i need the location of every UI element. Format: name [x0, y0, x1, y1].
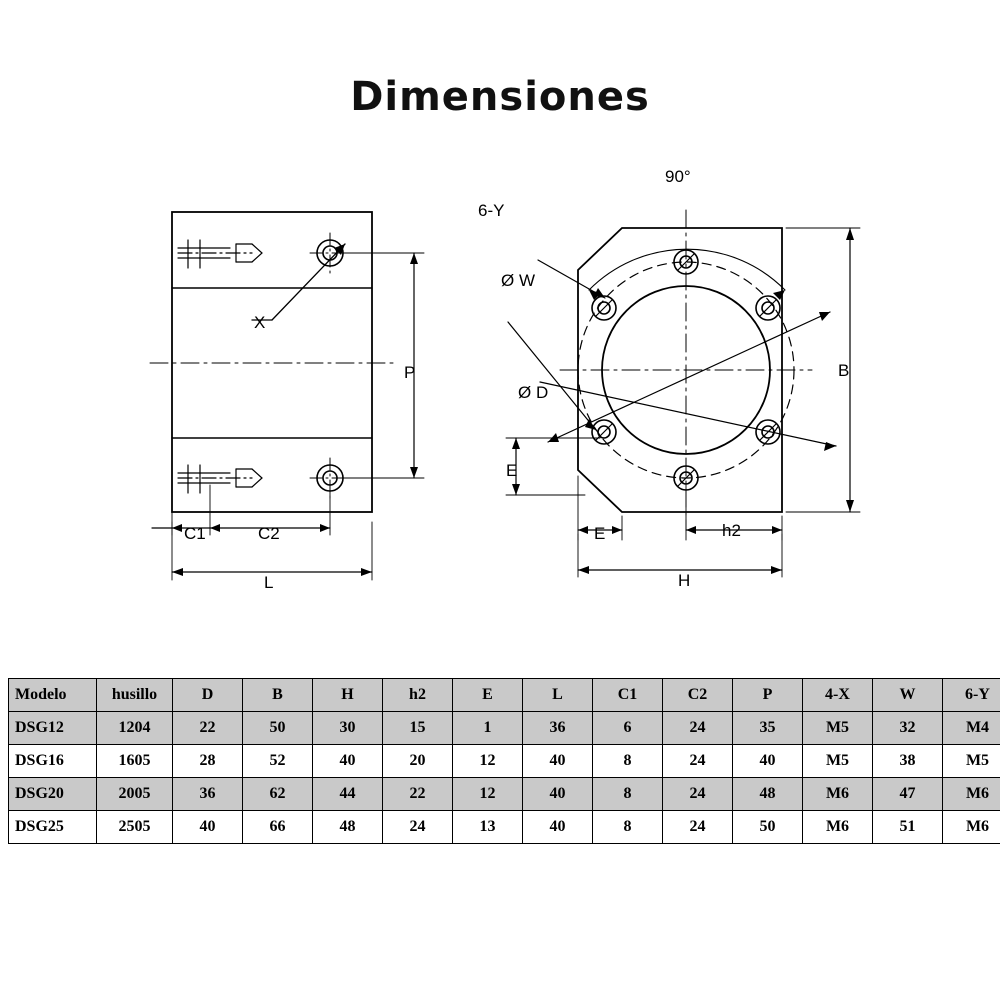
table-row — [9, 745, 1000, 778]
cell-6y: M6 — [943, 811, 1000, 844]
cell-d: 28 — [173, 745, 243, 778]
cell-husillo: 1605 — [97, 745, 173, 778]
cell-l: 40 — [523, 778, 593, 811]
label-h: H — [678, 571, 691, 590]
cell-h2: 20 — [383, 745, 453, 778]
cell-d: 36 — [173, 778, 243, 811]
dimensions-table — [8, 678, 1000, 844]
col-header-d: D — [173, 679, 243, 712]
cell-modelo: DSG20 — [9, 778, 97, 811]
cell-4x: M5 — [803, 712, 873, 745]
w-leader — [508, 322, 596, 430]
cell-husillo: 2505 — [97, 811, 173, 844]
label-c1: C1 — [184, 524, 206, 543]
cell-w: 47 — [873, 778, 943, 811]
cell-c1: 8 — [593, 811, 663, 844]
cell-modelo: DSG25 — [9, 811, 97, 844]
cell-c1: 8 — [593, 745, 663, 778]
cell-p: 48 — [733, 778, 803, 811]
cell-c2: 24 — [663, 778, 733, 811]
dimensions-table-container — [8, 678, 992, 844]
label-x: X — [254, 313, 266, 332]
cell-b: 52 — [243, 745, 313, 778]
label-e-vertical: E — [506, 461, 518, 480]
col-header-h: H — [313, 679, 383, 712]
col-header-p: P — [733, 679, 803, 712]
cell-h: 48 — [313, 811, 383, 844]
cell-b: 62 — [243, 778, 313, 811]
cell-husillo: 1204 — [97, 712, 173, 745]
cell-c2: 24 — [663, 712, 733, 745]
cell-6y: M4 — [943, 712, 1000, 745]
cell-husillo: 2005 — [97, 778, 173, 811]
cell-e: 13 — [453, 811, 523, 844]
right-view — [506, 210, 860, 577]
cell-b: 66 — [243, 811, 313, 844]
cell-4x: M6 — [803, 778, 873, 811]
cell-e: 1 — [453, 712, 523, 745]
label-h2: h2 — [722, 521, 741, 540]
cell-h: 30 — [313, 712, 383, 745]
label-p: P — [404, 363, 416, 382]
label-l: L — [264, 573, 274, 592]
cell-e: 12 — [453, 778, 523, 811]
drawing-svg — [0, 140, 1000, 640]
cell-w: 38 — [873, 745, 943, 778]
cell-w: 51 — [873, 811, 943, 844]
six-y-leader — [538, 260, 605, 298]
label-d: Ø D — [518, 383, 549, 402]
cell-modelo: DSG16 — [9, 745, 97, 778]
cell-e: 12 — [453, 745, 523, 778]
label-w: Ø W — [501, 271, 535, 290]
col-header-husillo: husillo — [97, 679, 173, 712]
table-header-row — [9, 679, 1000, 712]
col-header-modelo: Modelo — [9, 679, 97, 712]
cell-c2: 24 — [663, 745, 733, 778]
col-header-c2: C2 — [663, 679, 733, 712]
col-header-l: L — [523, 679, 593, 712]
d-leader — [548, 312, 830, 442]
cell-p: 50 — [733, 811, 803, 844]
cell-c1: 6 — [593, 712, 663, 745]
col-header-6y: 6-Y — [943, 679, 1000, 712]
cell-h: 44 — [313, 778, 383, 811]
cell-c1: 8 — [593, 778, 663, 811]
cell-6y: M6 — [943, 778, 1000, 811]
col-header-c1: C1 — [593, 679, 663, 712]
cell-modelo: DSG12 — [9, 712, 97, 745]
cell-l: 36 — [523, 712, 593, 745]
table-row — [9, 811, 1000, 844]
cell-l: 40 — [523, 811, 593, 844]
label-b: B — [838, 361, 850, 380]
cell-h2: 24 — [383, 811, 453, 844]
technical-drawing — [0, 140, 1000, 640]
label-six-y: 6-Y — [478, 201, 505, 220]
x-leader — [272, 244, 345, 320]
cell-l: 40 — [523, 745, 593, 778]
cell-c2: 24 — [663, 811, 733, 844]
col-header-h2: h2 — [383, 679, 453, 712]
label-c2: C2 — [258, 524, 280, 543]
cell-w: 32 — [873, 712, 943, 745]
cell-d: 40 — [173, 811, 243, 844]
col-header-4x: 4-X — [803, 679, 873, 712]
cell-6y: M5 — [943, 745, 1000, 778]
col-header-e: E — [453, 679, 523, 712]
cell-p: 35 — [733, 712, 803, 745]
cell-b: 50 — [243, 712, 313, 745]
table-row — [9, 712, 1000, 745]
cell-4x: M5 — [803, 745, 873, 778]
page-title: Dimensiones — [350, 74, 650, 120]
cell-h: 40 — [313, 745, 383, 778]
cell-d: 22 — [173, 712, 243, 745]
col-header-b: B — [243, 679, 313, 712]
label-angle: 90° — [665, 167, 691, 186]
table-row — [9, 778, 1000, 811]
cell-4x: M6 — [803, 811, 873, 844]
label-e-horizontal: E — [594, 524, 606, 543]
col-header-w: W — [873, 679, 943, 712]
cell-p: 40 — [733, 745, 803, 778]
cell-h2: 22 — [383, 778, 453, 811]
cell-h2: 15 — [383, 712, 453, 745]
